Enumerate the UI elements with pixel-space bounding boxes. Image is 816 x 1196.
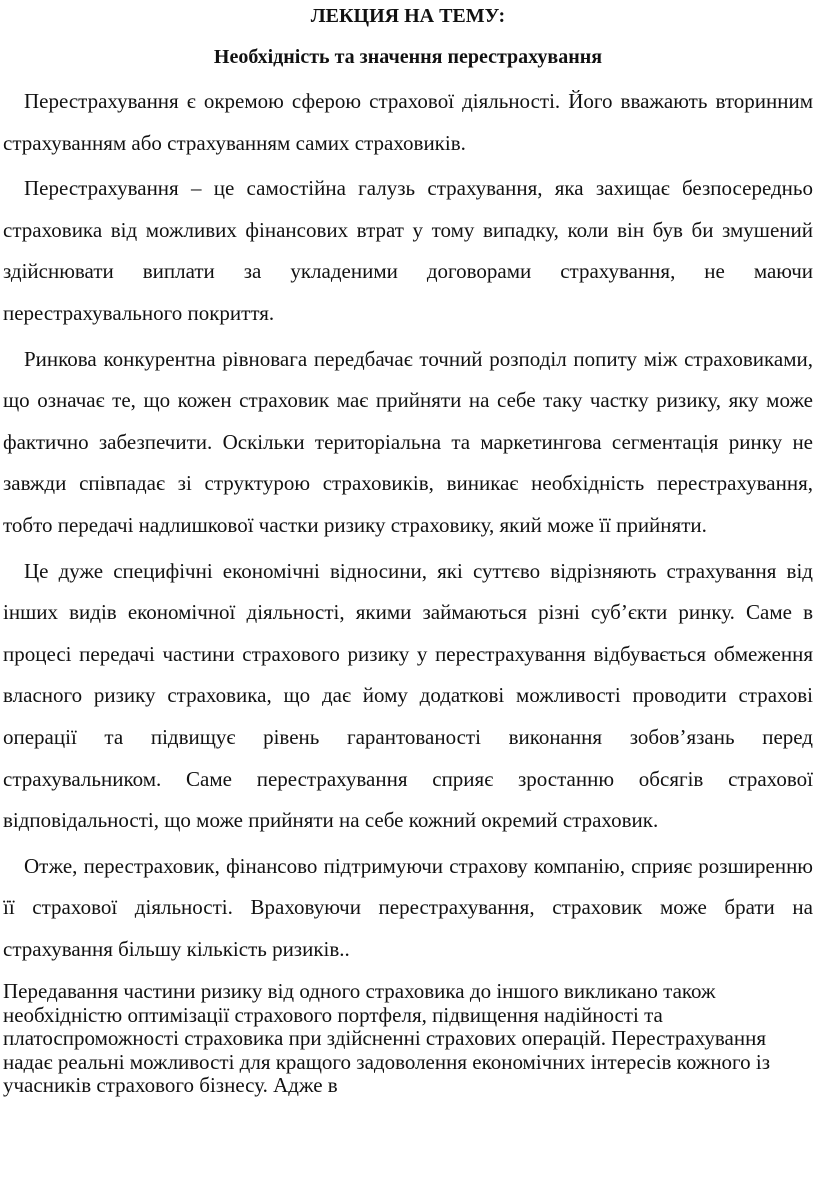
paragraph-4: Це дуже специфічні економічні відносини, які суттєво відрізняють страхування від інших видів економічної діяльності, якими займаються різні суб’єкти ринку. Саме в процесі передачі частини страхового ризику у перестрахування відбувається обмеження власного ризику страховика, що дає йому додаткові можливості проводити страхові операції та підвищує рівень гарантованості виконання зобов’язань перед страхувальником. Саме перестрахування сприяє зростанню обсягів страхової відповідальності, що може прийняти на себе кожний окремий страховик. (3, 558, 813, 833)
paragraph-6: Передавання частини ризику від одного страховика до іншого викликано також необхідністю оптимізації страхового портфеля, підвищення надійності та платоспроможності страховика при здійсненні страхових операцій. Перестрахування надає реальні можливості для кращого задоволення економічних інтересів кожного із учасників страхового бізнесу. Адже в (3, 979, 771, 1098)
paragraph-2: Перестрахування – це самостійна галузь страхування, яка захищає безпосередньо страховика від можливих фінансових втрат у тому випадку, коли він був би змушений здійснювати виплати за укладеними договорами страхування, не маючи перестрахувального покриття. (3, 176, 813, 325)
lecture-subtitle: Необхідність та значення перестрахування (213, 46, 603, 68)
paragraph-5: Отже, перестраховик, фінансово підтримуючи страхову компанію, сприяє розширенню її страхової діяльності. Враховуючи перестрахування, страховик може брати на страхування більшу кількість ризиків.. (3, 853, 813, 961)
lecture-title: ЛЕКЦИЯ НА ТЕМУ: (310, 5, 506, 27)
paragraph-1: Перестрахування є окремою сферою страхової діяльності. Його вважають вторинним страхуванням або страхуванням самих страховиків. (3, 89, 813, 155)
paragraph-3: Ринкова конкурентна рівновага передбачає точний розподіл попиту між страховиками, що означає те, що кожен страховик має прийняти на себе таку частку ризику, яку може фактично забезпечити. Оскільки територіальна та маркетингова сегментація ринку не завжди співпадає зі структурою страховиків, виникає необхідність перестрахування, тобто передачі надлишкової частки ризику страховику, який може її прийняти. (3, 346, 813, 537)
